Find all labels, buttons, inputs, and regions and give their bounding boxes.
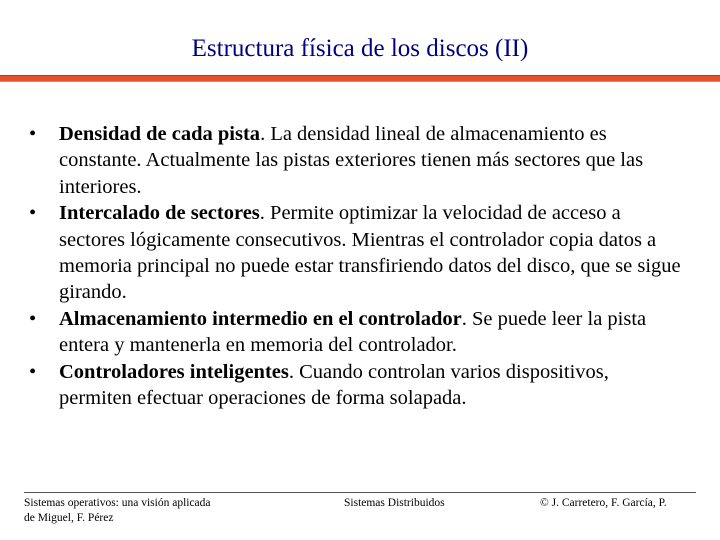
bullet-dot: • [29,307,37,330]
slide-title: Estructura física de los discos (II) [191,35,529,62]
slide-body [24,121,684,411]
bullet-dot: • [29,202,37,225]
bullet-term: Densidad de cada pista [59,123,261,145]
footer-book-title: Sistemas operativos: una visión aplicada [24,497,211,509]
bullet-item-controladores [24,359,684,412]
bullet-item-almacenamiento [24,306,684,359]
title-divider [0,75,720,82]
bullet-item-intercalado [24,200,684,306]
footer-copyright: © J. Carretero, F. García, P. [540,497,667,509]
bullet-term: Intercalado de sectores [59,202,260,225]
footer-book-authors: de Miguel, F. Pérez [24,512,114,524]
bullet-dot: • [29,123,37,145]
bullet-term: Controladores inteligentes [59,360,289,383]
footer-course: Sistemas Distribuidos [344,497,445,509]
footer-divider [24,492,696,493]
bullet-text: . Permite optimizar la velocidad de acceso a sectores lógicamente consecutivos. Mientras el controlador copia datos a memoria principal no puede estar transfiriendo datos del disco, que se sigue girando. [59,202,681,304]
bullet-item-densidad [24,121,684,200]
bullet-dot: • [29,360,37,383]
footer-book-credit [24,496,264,526]
bullet-term: Almacenamiento intermedio en el controlador [59,307,462,330]
bullet-text: . La densidad lineal de almacenamiento es constante. Actualmente las pistas exteriores tienen más sectores que las interiores. [59,123,644,198]
bullet-text: . Se puede leer la pista entera y mantenerla en memoria del controlador. [59,307,647,357]
bullet-text: . Cuando controlan varios dispositivos, permiten efectuar operaciones de forma solapada. [59,360,609,410]
